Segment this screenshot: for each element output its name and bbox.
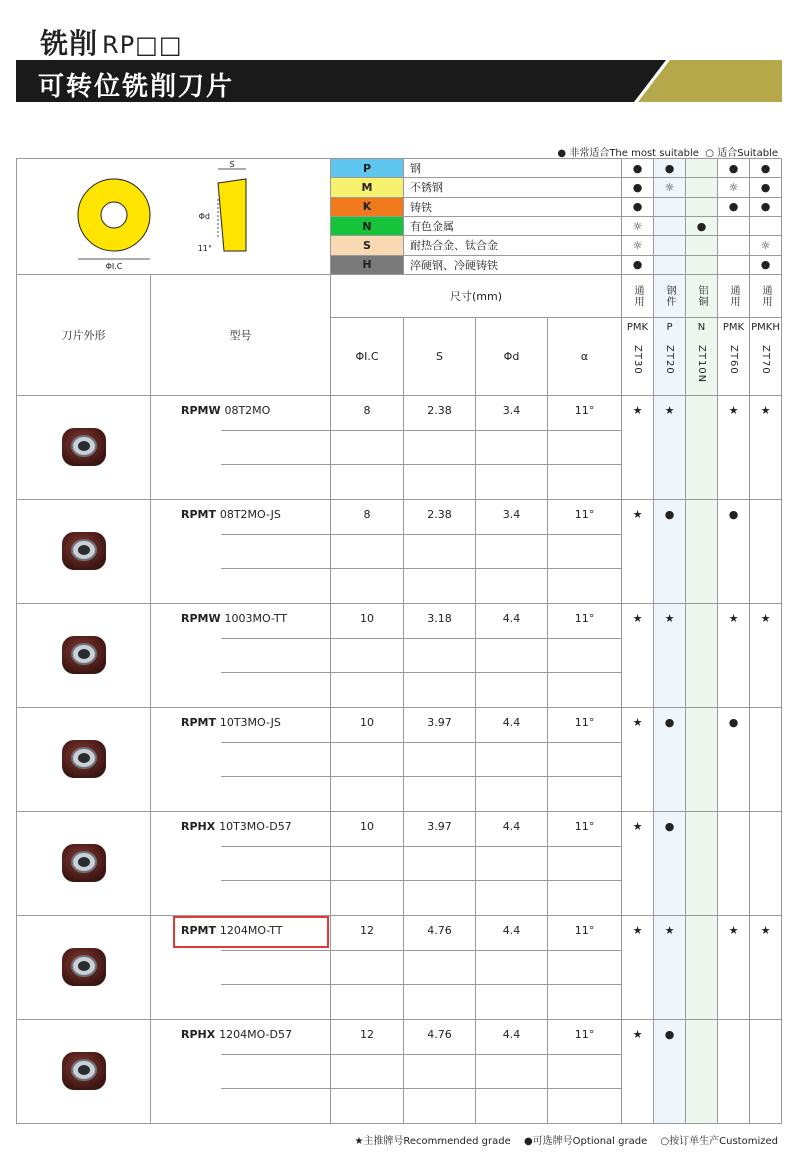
insert-drawing	[18, 159, 330, 271]
grade-mark	[750, 1020, 782, 1124]
legend-suitable: ○ 适合Suitable	[705, 148, 778, 159]
angle-label: 11°	[197, 244, 212, 253]
legend-customized: ○按订单生产Customized	[660, 1136, 778, 1147]
s-label: S	[228, 160, 235, 169]
banner-text: 可转位铣削刀片	[38, 72, 235, 102]
grade-mark: ★	[750, 916, 782, 1020]
insert-shape	[17, 1020, 151, 1124]
material-suitability: ●	[750, 159, 782, 178]
material-code: S	[331, 236, 404, 255]
grade-name: ZT70	[760, 345, 771, 375]
model-label	[181, 508, 281, 521]
ic-label: ΦI.C	[105, 262, 122, 271]
grade-mark: ●	[654, 708, 686, 812]
material-suitability: ☼	[622, 236, 654, 255]
dim-value: 4.4	[476, 812, 548, 916]
dim-value: 11°	[548, 1020, 622, 1124]
model-suffix: 1003MO-TT	[224, 612, 288, 625]
dim-value: 10	[331, 604, 404, 708]
insert-photo-icon	[54, 624, 114, 684]
material-name: 钢	[404, 159, 622, 178]
grade-iso: P	[666, 322, 673, 333]
model-cell	[151, 500, 331, 604]
grade-mark: ★	[718, 396, 750, 500]
model-prefix: RPHX	[181, 1028, 216, 1041]
dim-value: 2.38	[404, 396, 476, 500]
grade-mark: ★	[654, 604, 686, 708]
legend-top	[557, 144, 778, 159]
model-suffix: 10T3MO-JS	[219, 716, 281, 729]
material-code: M	[331, 178, 404, 197]
grade-mark: ★	[622, 396, 654, 500]
dim-value: 8	[331, 396, 404, 500]
material-suitability: ●	[718, 159, 750, 178]
grade-mark: ★	[654, 396, 686, 500]
material-code: N	[331, 216, 404, 235]
model-label	[181, 1028, 292, 1041]
grade-mark: ★	[622, 500, 654, 604]
grade-iso: PMKH	[751, 322, 780, 333]
grade-iso: PMK	[626, 322, 649, 333]
insert-shape	[17, 812, 151, 916]
dim-value: 11°	[548, 396, 622, 500]
material-code: K	[331, 197, 404, 216]
material-suitability	[654, 236, 686, 255]
grade-mark: ★	[718, 916, 750, 1020]
material-suitability: ●	[622, 178, 654, 197]
grade-mark: ★	[718, 604, 750, 708]
dim-value: 4.4	[476, 1020, 548, 1124]
dim-value: 3.4	[476, 500, 548, 604]
grade-mark: ★	[622, 812, 654, 916]
model-prefix: RPMW	[181, 404, 221, 417]
grade-name: ZT30	[632, 345, 643, 375]
material-suitability: ●	[750, 178, 782, 197]
legend-bottom	[344, 1132, 778, 1147]
insert-shape	[17, 916, 151, 1020]
insert-table	[16, 158, 782, 1124]
legend-most-suitable: ● 非常适合The most suitable	[557, 148, 699, 159]
d-label: Φd	[198, 212, 210, 221]
dim-value: 11°	[548, 604, 622, 708]
grade-mark: ★	[750, 604, 782, 708]
dim-header: α	[548, 318, 622, 396]
model-suffix: 1204MO-TT	[219, 924, 283, 937]
page-title: 铣削 RP□□	[40, 27, 183, 60]
grade-mark	[686, 1020, 718, 1124]
model-cell	[151, 604, 331, 708]
model-cell	[151, 1020, 331, 1124]
grade-mark: ●	[654, 500, 686, 604]
insert-photo-icon	[54, 728, 114, 788]
legend-recommended: ★主推牌号Recommended grade	[354, 1136, 511, 1147]
grade-header	[622, 318, 654, 396]
material-suitability	[686, 178, 718, 197]
dim-value: 3.18	[404, 604, 476, 708]
model-label	[181, 820, 292, 833]
material-suitability	[686, 197, 718, 216]
grade-mark	[686, 916, 718, 1020]
material-name: 不锈钢	[404, 178, 622, 197]
dim-header: ΦI.C	[331, 318, 404, 396]
model-cell	[151, 916, 331, 1020]
model-label	[181, 404, 270, 417]
grade-mark	[718, 812, 750, 916]
model-prefix: RPMT	[181, 924, 216, 937]
material-suitability	[654, 216, 686, 235]
grade-mark: ★	[654, 916, 686, 1020]
legend-optional: ●可选牌号Optional grade	[523, 1136, 648, 1147]
dim-value: 12	[331, 1020, 404, 1124]
dim-value: 10	[331, 812, 404, 916]
insert-diagram	[17, 159, 331, 275]
material-suitability: ●	[750, 197, 782, 216]
grade-mark: ★	[622, 604, 654, 708]
grade-usage: 通用	[750, 275, 782, 318]
grade-mark	[750, 812, 782, 916]
dim-value: 11°	[548, 500, 622, 604]
insert-shape	[17, 396, 151, 500]
material-code: H	[331, 255, 404, 274]
model-label	[181, 716, 281, 729]
grade-header	[750, 318, 782, 396]
grade-mark	[686, 500, 718, 604]
dim-header: Φd	[476, 318, 548, 396]
model-cell	[151, 396, 331, 500]
model-label	[181, 924, 282, 937]
model-prefix: RPMT	[181, 508, 216, 521]
page-title-sub: RP□□	[102, 31, 183, 59]
material-suitability	[718, 216, 750, 235]
grade-usage: 通用	[622, 275, 654, 318]
table-row	[17, 708, 782, 812]
grade-name: ZT20	[664, 345, 675, 375]
insert-shape	[17, 604, 151, 708]
material-row	[17, 159, 782, 178]
table-row	[17, 1020, 782, 1124]
dim-value: 12	[331, 916, 404, 1020]
dim-value: 4.76	[404, 1020, 476, 1124]
dim-value: 11°	[548, 708, 622, 812]
grade-mark: ●	[654, 1020, 686, 1124]
material-suitability	[686, 159, 718, 178]
material-name: 铸铁	[404, 197, 622, 216]
dim-value: 11°	[548, 916, 622, 1020]
material-suitability	[718, 236, 750, 255]
material-suitability: ●	[622, 255, 654, 274]
insert-photo-icon	[54, 520, 114, 580]
table-row	[17, 812, 782, 916]
dim-value: 4.4	[476, 604, 548, 708]
grade-mark: ●	[654, 812, 686, 916]
dim-value: 4.76	[404, 916, 476, 1020]
dim-value: 8	[331, 500, 404, 604]
grade-mark	[718, 1020, 750, 1124]
dim-value: 4.4	[476, 708, 548, 812]
grade-header	[718, 318, 750, 396]
table-row	[17, 396, 782, 500]
model-prefix: RPMW	[181, 612, 221, 625]
grade-usage: 铝铜	[686, 275, 718, 318]
model-suffix: 08T2MO-JS	[219, 508, 281, 521]
col-dimensions: 尺寸(mm)	[331, 275, 622, 318]
material-suitability: ●	[622, 159, 654, 178]
grade-usage: 钢件	[654, 275, 686, 318]
model-suffix: 10T3MO-D57	[219, 820, 292, 833]
material-suitability: ●	[654, 159, 686, 178]
material-name: 有色金属	[404, 216, 622, 235]
grade-iso: PMK	[722, 322, 745, 333]
grade-name: ZT10N	[696, 345, 707, 384]
insert-photo-icon	[54, 832, 114, 892]
insert-photo-icon	[54, 1040, 114, 1100]
col-shape: 刀片外形	[17, 275, 151, 396]
material-suitability	[750, 216, 782, 235]
dim-value: 4.4	[476, 916, 548, 1020]
material-suitability	[718, 255, 750, 274]
material-suitability: ☼	[718, 178, 750, 197]
model-suffix: 1204MO-D57	[219, 1028, 292, 1041]
material-suitability: ●	[750, 255, 782, 274]
grade-iso: N	[697, 322, 706, 333]
grade-mark: ★	[622, 916, 654, 1020]
grade-mark	[686, 604, 718, 708]
col-model: 型号	[151, 275, 331, 396]
insert-photo-icon	[54, 936, 114, 996]
grade-mark: ★	[622, 1020, 654, 1124]
grade-mark: ●	[718, 500, 750, 604]
dim-value: 2.38	[404, 500, 476, 604]
insert-shape	[17, 708, 151, 812]
grade-mark: ●	[718, 708, 750, 812]
insert-photo-icon	[54, 416, 114, 476]
grade-mark: ★	[750, 396, 782, 500]
grade-mark	[750, 500, 782, 604]
table-row	[17, 604, 782, 708]
grade-name: ZT60	[728, 345, 739, 375]
grade-mark	[686, 396, 718, 500]
grade-mark	[750, 708, 782, 812]
material-code: P	[331, 159, 404, 178]
material-suitability	[686, 255, 718, 274]
material-name: 淬硬钢、冷硬铸铁	[404, 255, 622, 274]
model-prefix: RPHX	[181, 820, 216, 833]
material-suitability: ●	[718, 197, 750, 216]
table-row	[17, 500, 782, 604]
material-name: 耐热合金、钛合金	[404, 236, 622, 255]
material-suitability: ●	[686, 216, 718, 235]
insert-shape	[17, 500, 151, 604]
material-suitability: ☼	[750, 236, 782, 255]
dim-header: S	[404, 318, 476, 396]
grade-mark	[686, 708, 718, 812]
grade-usage: 通用	[718, 275, 750, 318]
model-suffix: 08T2MO	[224, 404, 271, 417]
material-suitability: ●	[622, 197, 654, 216]
dim-value: 3.97	[404, 708, 476, 812]
table-row	[17, 916, 782, 1020]
model-cell	[151, 812, 331, 916]
material-suitability: ☼	[654, 178, 686, 197]
material-suitability: ☼	[622, 216, 654, 235]
material-suitability	[686, 236, 718, 255]
model-cell	[151, 708, 331, 812]
material-suitability	[654, 197, 686, 216]
grade-header	[654, 318, 686, 396]
grade-mark	[686, 812, 718, 916]
model-prefix: RPMT	[181, 716, 216, 729]
dim-value: 3.97	[404, 812, 476, 916]
dim-value: 10	[331, 708, 404, 812]
dim-value: 3.4	[476, 396, 548, 500]
material-suitability	[654, 255, 686, 274]
grade-header	[686, 318, 718, 396]
dim-value: 11°	[548, 812, 622, 916]
model-label	[181, 612, 287, 625]
grade-mark: ★	[622, 708, 654, 812]
